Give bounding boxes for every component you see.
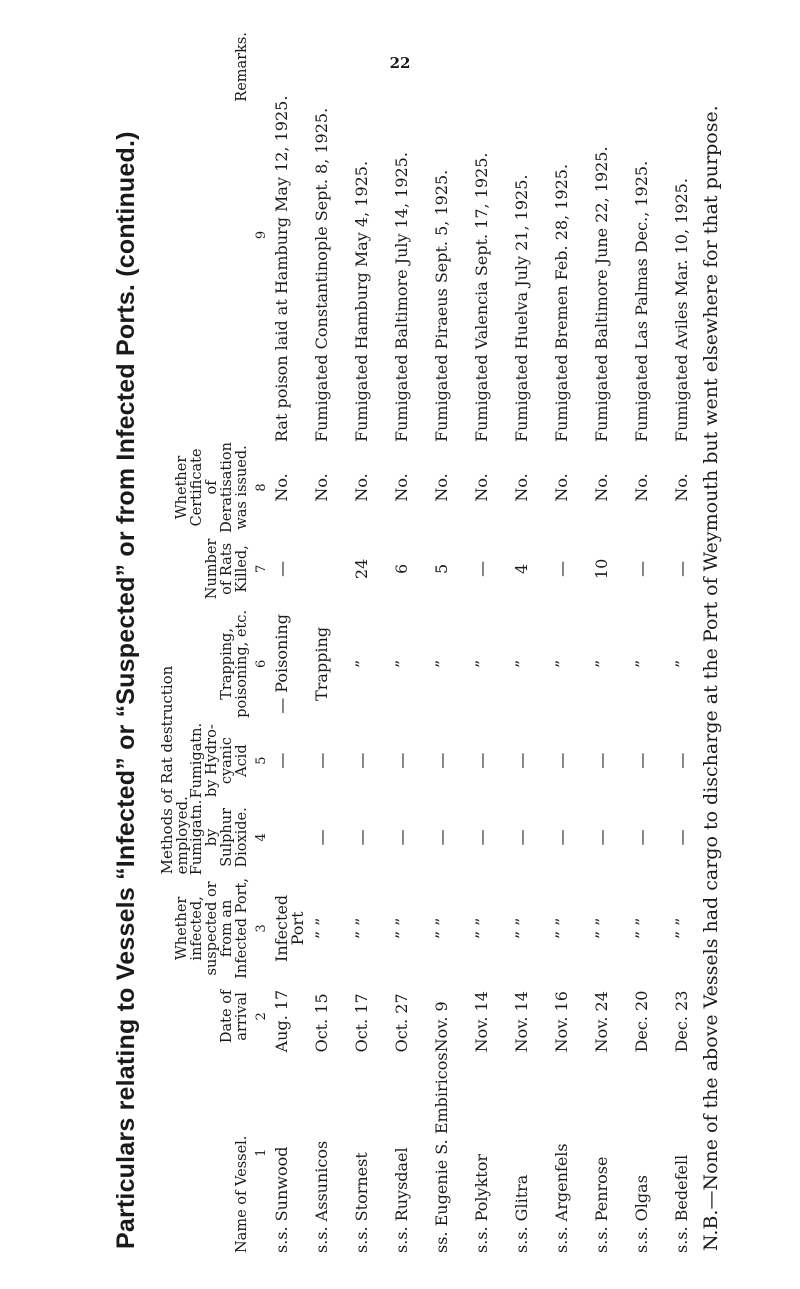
vessel-name: s.s. Olgas: [632, 1175, 651, 1253]
arrival-date: Oct. 27: [392, 993, 411, 1053]
remarks-cell: [352, 28, 392, 442]
vessel-name: ss. Eugenie S. Embiricos: [432, 1052, 451, 1253]
certificate-issued: No.: [352, 473, 371, 502]
infected-status: ” ”: [432, 917, 451, 940]
remarks-cell: [312, 28, 352, 442]
trapping-method: ”: [592, 659, 611, 668]
vessel-name: s.s. Assunicos: [312, 1140, 331, 1253]
remarks-cell: [512, 28, 552, 442]
certificate-issued: No.: [672, 473, 691, 502]
trapping-method: ”: [352, 659, 371, 668]
header-name: Name of Vessel.: [234, 1135, 250, 1253]
remarks-cell: [592, 28, 632, 442]
certificate-issued: No.: [472, 473, 491, 502]
remarks-text: Fumigated Baltimore July 14, 1925.: [392, 152, 411, 443]
infected-status: Infected Port: [272, 894, 307, 962]
vessel-name: s.s. Polyktor: [472, 1154, 491, 1253]
remarks-cell: [272, 28, 312, 442]
remarks-cell: [389, 28, 432, 443]
table-title: Particulars relating to Vessels “Infected” or “Suspected” or from Infected Ports. (continued.): [112, 131, 140, 1249]
rats-killed: 5: [432, 563, 451, 574]
arrival-date: Nov. 14: [512, 991, 531, 1053]
sulphur-fumigation: —: [392, 829, 411, 846]
page-number: 22: [389, 54, 411, 72]
hcn-fumigation: —: [472, 752, 491, 769]
table-row: [592, 28, 632, 1253]
sulphur-fumigation: —: [672, 829, 691, 846]
arrival-date: Dec. 20: [632, 990, 651, 1053]
hcn-fumigation: —: [672, 752, 691, 769]
table-row: [272, 28, 312, 1253]
certificate-issued: No.: [312, 473, 331, 502]
header-date: Date of arrival: [219, 989, 250, 1044]
hcn-fumigation: —: [552, 752, 571, 769]
rats-killed: 4: [512, 563, 531, 574]
sulphur-fumigation: —: [592, 829, 611, 846]
hcn-fumigation: —: [352, 752, 371, 769]
arrival-date: Nov. 24: [592, 991, 611, 1053]
column-number-row: [250, 28, 272, 1253]
infected-status: ” ”: [392, 917, 411, 940]
header-fumigatn-sulphur: Fumigatn. by Sulphur Dioxide.: [189, 799, 250, 876]
arrival-date: Nov. 16: [552, 991, 571, 1053]
trapping-method: — Poisoning: [272, 614, 291, 714]
remarks-text: Fumigated Valencia Sept. 17, 1925.: [472, 152, 491, 443]
certificate-issued: No.: [632, 473, 651, 502]
header-remarks: Remarks.: [234, 32, 250, 102]
column-number: 1: [253, 1148, 269, 1157]
arrival-date: Oct. 17: [352, 993, 371, 1053]
trapping-method: ”: [552, 659, 571, 668]
remarks-text: Fumigated Baltimore June 22, 1925.: [592, 146, 611, 443]
rats-killed: 24: [352, 558, 371, 580]
header-whether: Whether infected, suspected or from an Infected Port,: [174, 878, 250, 979]
table-row: [392, 28, 432, 1253]
vessels-table: [160, 28, 712, 1253]
table-row: [472, 28, 512, 1253]
column-number: 5: [253, 756, 269, 765]
remarks-text: Fumigated Constantinople Sept. 8, 1925.: [312, 107, 331, 443]
rats-killed: —: [552, 560, 571, 577]
infected-status: ” ”: [632, 917, 651, 940]
certificate-issued: No.: [432, 473, 451, 502]
remarks-cell: [552, 28, 592, 442]
remarks-text: Fumigated Aviles Mar. 10, 1925.: [672, 178, 691, 443]
table-row: [512, 28, 552, 1253]
sulphur-fumigation: —: [512, 829, 531, 846]
hcn-fumigation: —: [312, 752, 331, 769]
infected-status: ” ”: [472, 917, 491, 940]
table-row: [632, 28, 672, 1253]
header-trapping: Trapping, poisoning, etc.: [219, 610, 250, 718]
infected-status: ” ”: [312, 917, 331, 940]
certificate-issued: No.: [272, 473, 291, 502]
trapping-method: ”: [472, 659, 491, 668]
vessel-name: s.s. Argenfels: [552, 1143, 571, 1253]
remarks-text: Fumigated Piraeus Sept. 5, 1925.: [432, 169, 451, 443]
table-row: [312, 28, 352, 1253]
trapping-method: ”: [432, 659, 451, 668]
hcn-fumigation: —: [432, 752, 451, 769]
footnote: N.B.—None of the above Vessels had cargo to discharge at the Port of Weymouth but went elsewhere for that purpose.: [700, 105, 722, 1251]
rats-killed: —: [632, 560, 651, 577]
sulphur-fumigation: —: [352, 829, 371, 846]
vessel-name: s.s. Sunwood: [272, 1146, 291, 1253]
vessel-name: s.s. Penrose: [592, 1156, 611, 1253]
column-number: 2: [253, 1012, 269, 1021]
header-methods: Methods of Rat destruction employed.: [158, 665, 191, 875]
sulphur-fumigation: —: [472, 829, 491, 846]
arrival-date: Nov. 9: [432, 1001, 451, 1053]
sulphur-fumigation: —: [552, 829, 571, 846]
trapping-method: ”: [632, 659, 651, 668]
remarks-text: Fumigated Huelva July 21, 1925.: [512, 174, 531, 443]
column-number: 8: [253, 483, 269, 492]
remarks-text: Fumigated Hamburg May 4, 1925.: [352, 160, 371, 443]
vessel-name: s.s. Ruysdael: [392, 1147, 411, 1253]
certificate-issued: No.: [552, 473, 571, 502]
arrival-date: Aug. 17: [272, 989, 291, 1053]
infected-status: ” ”: [512, 917, 531, 940]
header-fumigatn-hcn: Fumigatn. by Hydro-cyanic Acid: [189, 722, 250, 799]
hcn-fumigation: —: [512, 752, 531, 769]
table-body: [272, 28, 712, 1253]
trapping-method: ”: [512, 659, 531, 668]
trapping-method: Trapping: [312, 626, 331, 701]
column-number: 3: [253, 924, 269, 933]
remarks-text: Rat poison laid at Hamburg May 12, 1925.: [272, 95, 291, 443]
arrival-date: Dec. 23: [672, 990, 691, 1053]
rats-killed: —: [272, 560, 291, 577]
column-number: 9: [253, 230, 269, 240]
remarks-cell: [472, 28, 512, 442]
sulphur-fumigation: —: [312, 829, 331, 846]
infected-status: ” ”: [552, 917, 571, 940]
infected-status: ” ”: [672, 917, 691, 940]
vessel-name: s.s. Bedefell: [672, 1154, 691, 1253]
column-number: 7: [253, 564, 269, 574]
header-certificate: Whether Certificate of Deratisation was issued.: [174, 442, 250, 533]
vessel-name: s.s. Glitra: [512, 1174, 531, 1253]
certificate-issued: No.: [592, 473, 611, 502]
rats-killed: [312, 533, 352, 605]
hcn-fumigation: —: [632, 752, 651, 769]
rats-killed: 6: [392, 563, 411, 574]
sulphur-fumigation: [272, 798, 312, 876]
certificate-issued: No.: [512, 473, 531, 502]
remarks-cell: [632, 28, 672, 442]
vessel-name: s.s. Stornest: [352, 1152, 371, 1253]
certificate-issued: No.: [392, 473, 411, 502]
hcn-fumigation: —: [392, 752, 411, 769]
infected-status: ” ”: [592, 917, 611, 940]
table-row: [352, 28, 392, 1253]
sulphur-fumigation: —: [432, 829, 451, 846]
infected-status: ” ”: [352, 917, 371, 940]
table-row: [432, 28, 472, 1253]
header-rats: Number of Rats Killed,: [204, 538, 250, 600]
rats-killed: —: [472, 560, 491, 577]
hcn-fumigation: —: [592, 752, 611, 769]
rats-killed: —: [672, 560, 691, 577]
trapping-method: ”: [672, 659, 691, 668]
trapping-method: ”: [392, 659, 411, 668]
column-number: 4: [253, 833, 269, 842]
remarks-cell: [432, 28, 472, 442]
arrival-date: Nov. 14: [472, 991, 491, 1053]
arrival-date: Oct. 15: [312, 993, 331, 1053]
column-number: 6: [253, 659, 269, 669]
remarks-text: Fumigated Bremen Feb. 28, 1925.: [552, 163, 571, 443]
sulphur-fumigation: —: [632, 829, 651, 846]
header-row-top: [160, 28, 190, 1253]
table-row: [552, 28, 592, 1253]
hcn-fumigation: —: [272, 752, 291, 769]
rats-killed: 10: [592, 558, 611, 580]
remarks-text: Fumigated Las Palmas Dec., 1925.: [632, 160, 651, 443]
